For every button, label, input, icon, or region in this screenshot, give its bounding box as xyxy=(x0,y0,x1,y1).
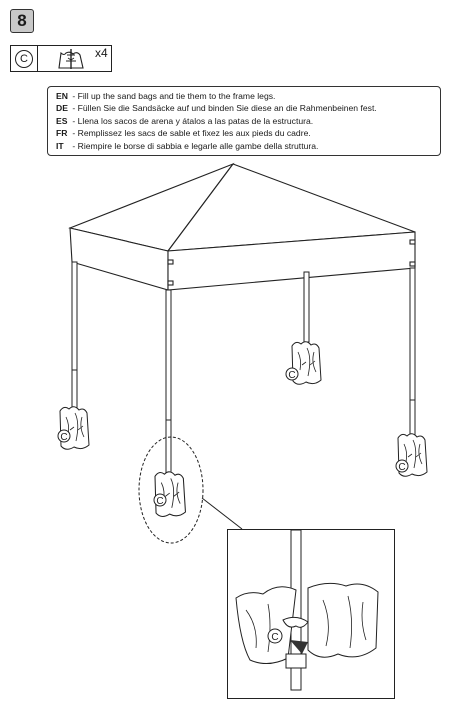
part-letter-c: C xyxy=(15,50,33,68)
detail-leader-line xyxy=(202,498,242,529)
lang-code: ES xyxy=(56,115,68,126)
callout-letter: C xyxy=(288,370,296,381)
detail-illustration xyxy=(228,530,395,699)
part-quantity: x4 xyxy=(95,46,108,60)
instruction-text: - Füllen Sie die Sandsäcke auf und binden Sie diese an die Rahmenbeinen fest. xyxy=(72,103,377,114)
lang-code: FR xyxy=(56,128,68,139)
instruction-text: - Remplissez les sacs de sable et fixez les aux pieds du cadre. xyxy=(72,128,311,139)
callout-letter: C xyxy=(398,462,406,473)
lang-code: IT xyxy=(56,140,64,151)
lang-code: DE xyxy=(56,103,68,114)
lang-code: EN xyxy=(56,91,68,101)
callout-letter: C xyxy=(60,432,68,443)
callout-letter: C xyxy=(156,496,164,507)
instruction-text: - Fill up the sand bags and tie them to the frame legs. xyxy=(72,91,276,101)
detail-zoom-box xyxy=(227,529,395,699)
callout-letter: C xyxy=(271,632,279,643)
tent-legs xyxy=(72,262,415,478)
bag-callouts xyxy=(58,368,408,507)
instruction-text: - Riempire le borse di sabbia e legarle alle gambe della struttura. xyxy=(72,140,319,151)
instruction-text: - Llena los sacos de arena y átalos a las patas de la estructura. xyxy=(72,115,314,126)
step-number-badge: 8 xyxy=(10,9,34,33)
